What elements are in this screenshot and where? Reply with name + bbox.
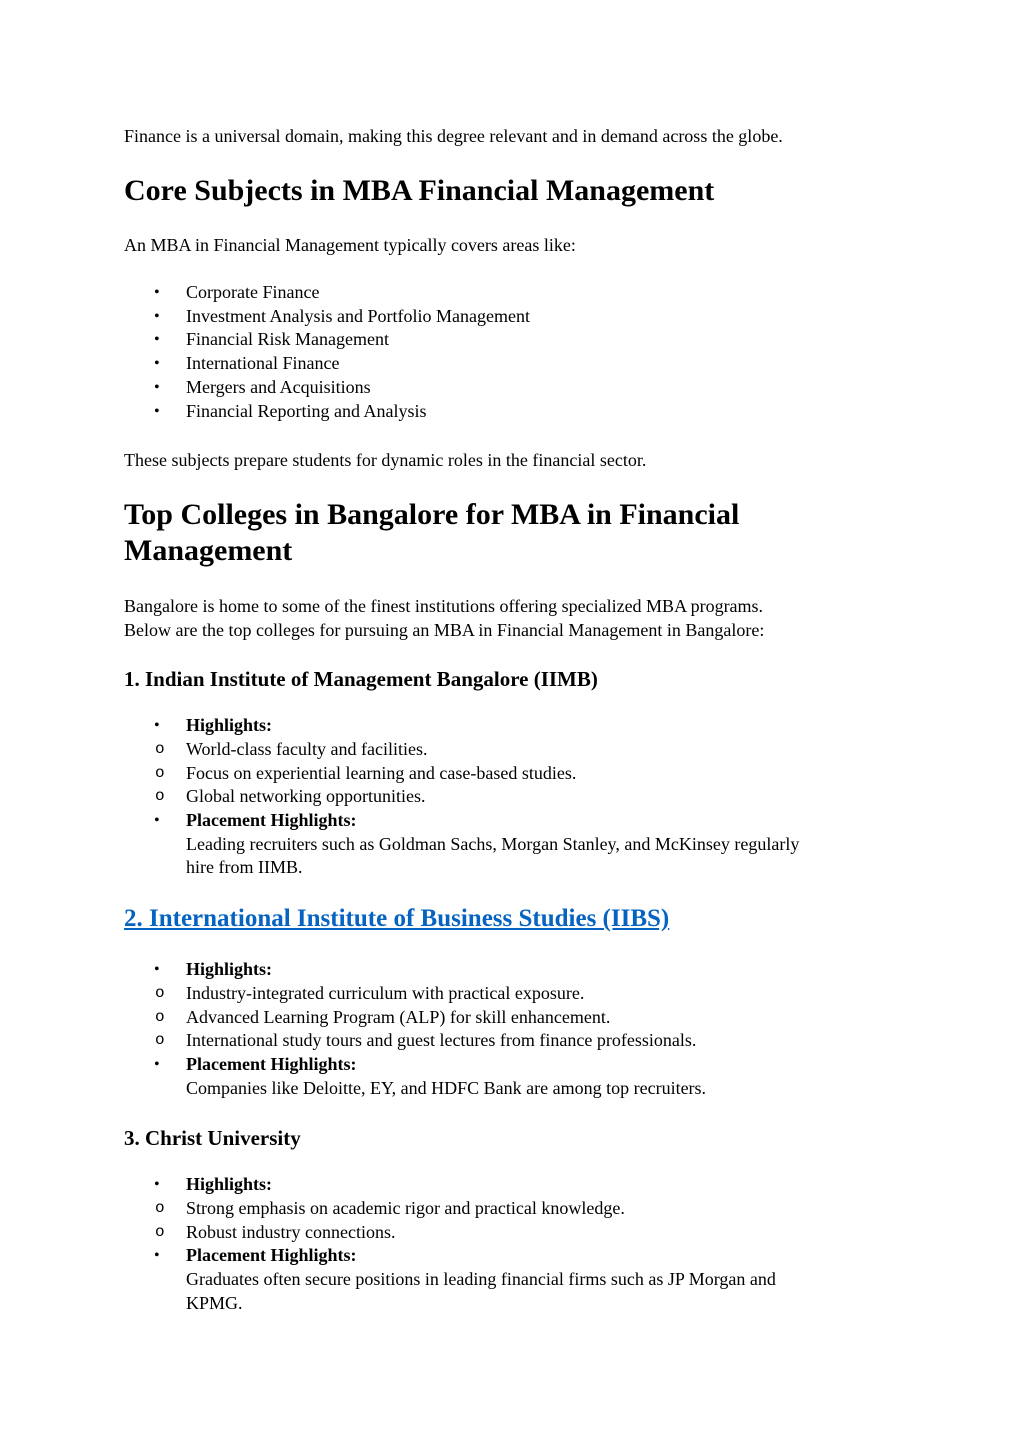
placement-text: KPMG.	[186, 1292, 243, 1313]
placement-item	[124, 809, 904, 880]
highlights-label: Highlights:	[186, 1174, 273, 1195]
document-page	[124, 124, 904, 1316]
college-title-link[interactable]: 2. International Institute of Business Studies (IIBS)	[124, 905, 670, 933]
list-item: o Robust industry connections.	[124, 1221, 904, 1245]
placement-text: Graduates often secure positions in leading financial firms such as JP Morgan and	[186, 1269, 776, 1290]
core-subjects-list	[124, 281, 904, 423]
list-item: • Corporate Finance	[124, 281, 904, 305]
list-item: • Financial Risk Management	[124, 328, 904, 352]
placement-label: Placement Highlights:	[186, 810, 357, 831]
core-subjects-closing: These subjects prepare students for dynamic roles in the financial sector.	[124, 450, 647, 471]
placement-text: hire from IIMB.	[186, 857, 303, 878]
placement-text: Companies like Deloitte, EY, and HDFC Bank are among top recruiters.	[186, 1077, 707, 1098]
highlights-label: Highlights:	[186, 715, 273, 736]
list-item: o Focus on experiential learning and case-based studies.	[124, 762, 904, 786]
lead-line: Bangalore is home to some of the finest institutions offering specialized MBA programs.	[124, 596, 764, 617]
list-item: o International study tours and guest lectures from finance professionals.	[124, 1029, 904, 1053]
placement-label: Placement Highlights:	[186, 1245, 357, 1266]
list-item: • Investment Analysis and Portfolio Management	[124, 305, 904, 329]
placement-label: Placement Highlights:	[186, 1053, 357, 1074]
list-item: o World-class faculty and facilities.	[124, 738, 904, 762]
intro-paragraph: Finance is a universal domain, making this degree relevant and in demand across the globe.	[124, 126, 783, 146]
college-details	[124, 714, 904, 880]
list-item: o Strong emphasis on academic rigor and practical knowledge.	[124, 1197, 904, 1221]
highlights-list	[124, 738, 904, 809]
list-item: • Mergers and Acquisitions	[124, 376, 904, 400]
heading-line: Top Colleges in Bangalore for MBA in Financial	[124, 498, 740, 532]
list-item: o Advanced Learning Program (ALP) for skill enhancement.	[124, 1006, 904, 1030]
core-subjects-heading: Core Subjects in MBA Financial Management	[124, 174, 715, 207]
core-subjects-lead: An MBA in Financial Management typically covers areas like:	[124, 235, 576, 255]
heading-line: Management	[124, 534, 293, 568]
list-item: • Financial Reporting and Analysis	[124, 400, 904, 424]
highlights-list	[124, 1197, 904, 1244]
college-title: 1. Indian Institute of Management Bangalore (IIMB)	[124, 667, 598, 692]
highlights-item	[124, 714, 904, 809]
highlights-label: Highlights:	[186, 959, 273, 980]
highlights-item	[124, 958, 904, 1053]
college-title-link-heading	[124, 904, 904, 934]
top-colleges-lead	[124, 594, 904, 642]
placement-text: Leading recruiters such as Goldman Sachs, Morgan Stanley, and McKinsey regularly	[186, 833, 800, 854]
list-item: o Global networking opportunities.	[124, 785, 904, 809]
placement-item	[124, 1053, 904, 1100]
highlights-item	[124, 1173, 904, 1244]
highlights-list	[124, 982, 904, 1053]
list-item: • International Finance	[124, 352, 904, 376]
lead-line: Below are the top colleges for pursuing an MBA in Financial Management in Bangalore:	[124, 620, 765, 641]
list-item: o Industry-integrated curriculum with practical exposure.	[124, 982, 904, 1006]
college-title: 3. Christ University	[124, 1126, 301, 1151]
college-details	[124, 958, 904, 1100]
top-colleges-heading	[124, 497, 904, 569]
college-details	[124, 1173, 904, 1315]
placement-item	[124, 1244, 904, 1315]
